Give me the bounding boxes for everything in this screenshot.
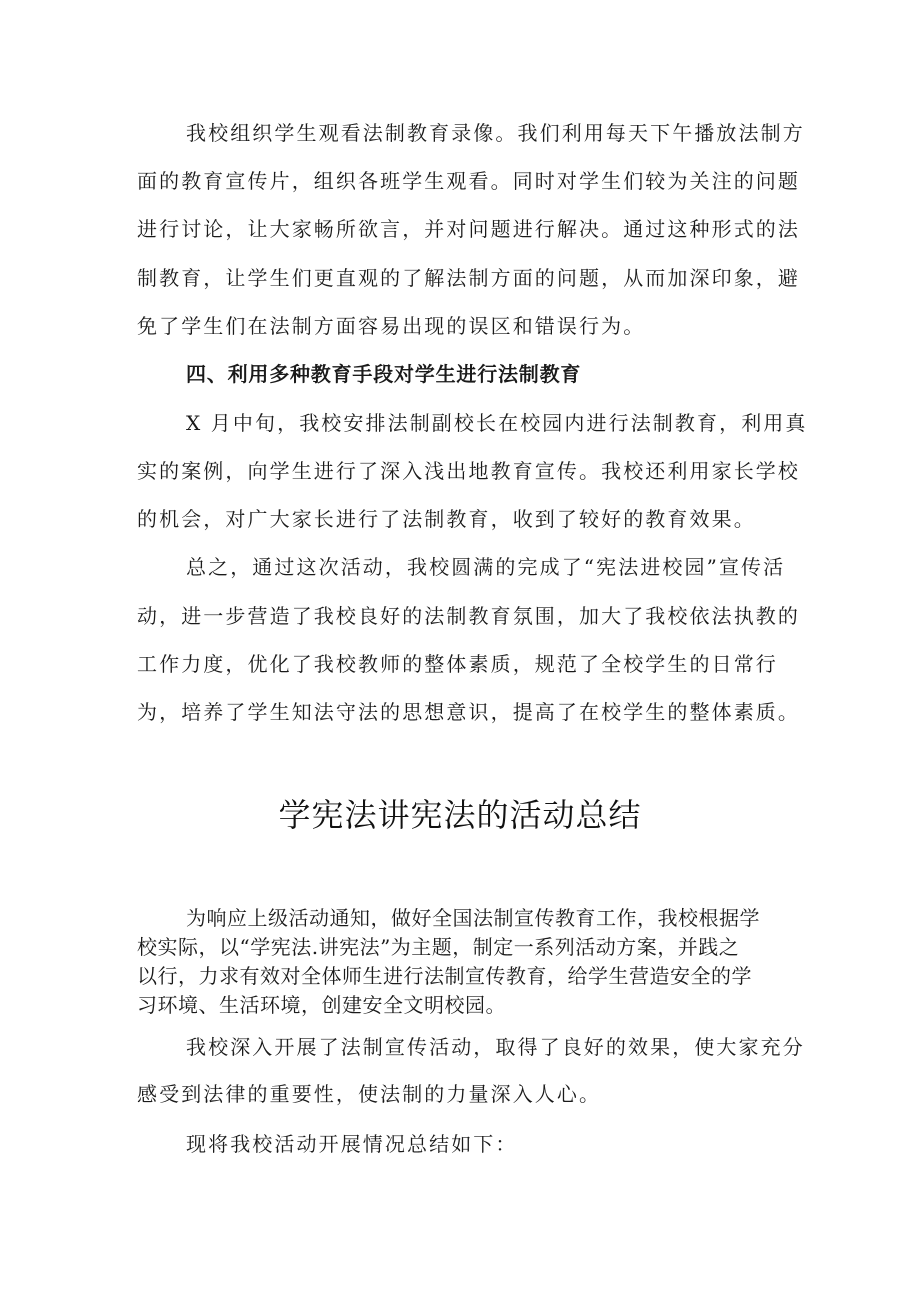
paragraph-line: 为响应上级活动通知，做好全国法制宣传教育工作，我校根据学 [186,906,760,930]
paragraph-line: 的机会，对广大家长进行了法制教育，收到了较好的教育效果。 [137,507,756,531]
paragraph-line: 工作力度，优化了我校教师的整体素质，规范了全校学生的日常行 [137,652,778,676]
paragraph-line: 我校组织学生观看法制教育录像。我们利用每天下午播放法制方 [186,121,805,145]
paragraph-line: 感受到法律的重要性，使法制的力量深入人心。 [137,1082,602,1106]
paragraph-line: 校实际，以“学宪法.讲宪法”为主题，制定一系列活动方案，并践之 [137,935,740,959]
paragraph-line: 我校深入开展了法制宣传活动，取得了良好的效果，使大家充分 [186,1035,805,1059]
paragraph-line: 进行讨论，让大家畅所欲言，并对问题进行解决。通过这种形式的法 [137,217,800,241]
paragraph-line: 总之，通过这次活动，我校圆满的完成了“宪法进校园”宣传活 [186,555,786,579]
paragraph-line: 现将我校活动开展情况总结如下： [186,1132,518,1156]
paragraph-line: X 月中旬，我校安排法制副校长在校园内进行法制教育，利用真 [186,411,808,435]
paragraph-line: 面的教育宣传片，组织各班学生观看。同时对学生们较为关注的问题 [137,169,800,193]
paragraph-line: 为，培养了学生知法守法的思想意识，提高了在校学生的整体素质。 [137,700,800,724]
paragraph-line: 动，进一步营造了我校良好的法制教育氛围，加大了我校依法执教的 [137,604,800,628]
paragraph-line: 以行，力求有效对全体师生进行法制宣传教育，给学生营造安全的学 [137,964,752,988]
paragraph-line: 习环境、生活环境，创建安全文明校园。 [137,993,506,1017]
page-title: 学宪法讲宪法的活动总结 [278,796,642,834]
paragraph-line: 免了学生们在法制方面容易出现的误区和错误行为。 [137,314,646,338]
paragraph-line: 制教育，让学生们更直观的了解法制方面的问题，从而加深印象，避 [137,266,800,290]
paragraph-line: 实的案例，向学生进行了深入浅出地教育宣传。我校还利用家长学校 [137,459,800,483]
section-heading: 四、利用多种教育手段对学生进行法制教育 [186,362,582,386]
